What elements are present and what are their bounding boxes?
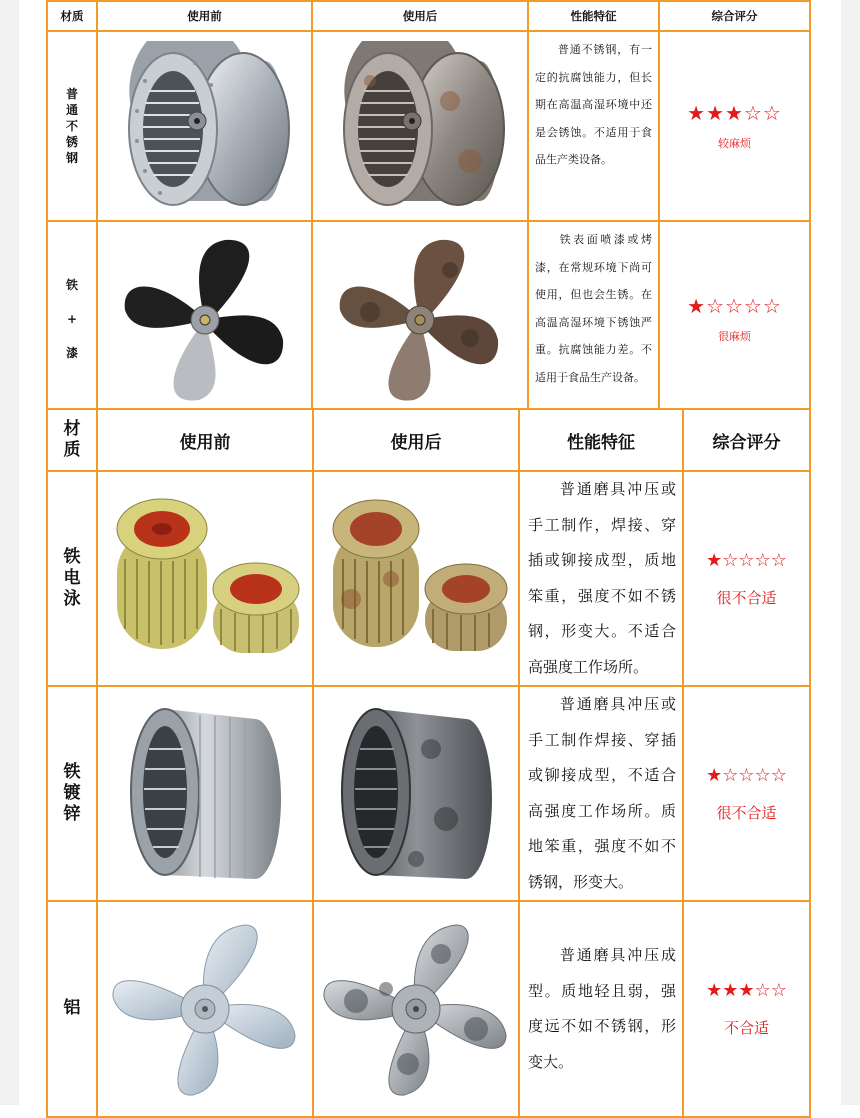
after-image-cell: [312, 221, 528, 417]
header-rating: 综合评分: [683, 409, 810, 471]
header-features: 性能特征: [528, 1, 659, 31]
before-image-cell: [97, 471, 313, 686]
material-char: 普: [65, 86, 78, 101]
rating-verdict: 较麻烦: [718, 137, 751, 150]
electrophoresis-wheels-new-image: [105, 489, 305, 669]
aluminum-fan-new-image: [105, 914, 305, 1104]
after-image-cell: [313, 686, 519, 901]
header-before-use: 使用前: [97, 409, 313, 471]
material-char: 锌: [63, 804, 81, 825]
header-material: [47, 409, 97, 471]
table-row: [47, 31, 810, 221]
rating-cell: [659, 221, 810, 417]
material-cell: [47, 901, 97, 1117]
material-char: 铁: [63, 761, 81, 782]
star-rating: ★☆☆☆☆: [706, 764, 787, 786]
rating-cell: [683, 471, 810, 686]
material-char: 通: [65, 102, 78, 117]
material-char: 泳: [63, 589, 81, 610]
table-row: [47, 901, 810, 1117]
rating-verdict: 不合适: [723, 1019, 769, 1037]
material-char: 铝: [63, 998, 81, 1019]
material-cell: [47, 471, 97, 686]
material-cell: [47, 686, 97, 901]
rating-verdict: 很麻烦: [718, 330, 751, 343]
comparison-table-1: [46, 0, 811, 418]
table-row: [47, 686, 810, 901]
features-text: 普通不锈钢，有一定的抗腐蚀能力，但长期在高温高湿环境中还是会锈蚀。不适用于食品生产类设备。: [535, 43, 652, 166]
features-text: 普通磨具冲压或手工制作，焊接、穿插或铆接成型，质地笨重，强度不如不锈钢，形变大。不适合高强度工作场所。: [528, 480, 676, 676]
before-image-cell: [97, 221, 312, 417]
after-image-cell: [313, 901, 519, 1117]
features-cell: [519, 471, 683, 686]
material-char: 铁: [65, 277, 78, 292]
star-rating: ★★★☆☆: [706, 980, 787, 1001]
star-rating: ★☆☆☆☆: [706, 549, 787, 571]
rating-cell: [683, 901, 810, 1117]
features-cell: [519, 686, 683, 901]
material-char: 钢: [65, 151, 78, 166]
material-cell: [47, 31, 97, 221]
aluminum-fan-used-image: [321, 914, 511, 1104]
header-material: 材质: [47, 1, 97, 31]
after-image-cell: [313, 471, 519, 686]
table-header-row: [47, 409, 810, 471]
header-rating: 综合评分: [659, 1, 810, 31]
features-text: 普通磨具冲压或手工制作焊接、穿插或铆接成型，不适合高强度工作场所。质地笨重，强度不如不锈钢，形变大。: [528, 695, 676, 891]
rating-cell: [683, 686, 810, 901]
header-before-use: 使用前: [97, 1, 312, 31]
material-char: +: [66, 311, 78, 326]
rating-cell: [659, 31, 810, 221]
stainless-wheel-new-image: [115, 41, 295, 211]
table-row: [47, 221, 810, 417]
right-margin-strip: [841, 0, 860, 1105]
rating-verdict: 很不合适: [716, 588, 777, 607]
painted-fan-used-image: [330, 232, 510, 407]
galvanized-wheel-new-image: [125, 699, 285, 889]
star-rating: ★★★☆☆: [687, 101, 782, 125]
header-after-use: 使用后: [313, 409, 519, 471]
features-text: 普通磨具冲压成型。质地轻且弱，强度远不如不锈钢，形变大。: [528, 946, 676, 1071]
features-cell: [528, 221, 659, 417]
before-image-cell: [97, 31, 312, 221]
material-char: 镀: [63, 782, 81, 803]
left-margin-strip: [0, 0, 19, 1105]
before-image-cell: [97, 686, 313, 901]
header-features: 性能特征: [519, 409, 683, 471]
features-cell: [528, 31, 659, 221]
material-char: 电: [63, 567, 81, 588]
features-cell: [519, 901, 683, 1117]
rating-verdict: 很不合适: [716, 803, 777, 822]
stainless-wheel-used-image: [330, 41, 510, 211]
header-after-use: 使用后: [312, 1, 528, 31]
material-char: 锈: [65, 135, 78, 150]
painted-fan-new-image: [115, 232, 295, 407]
star-rating: ★☆☆☆☆: [687, 294, 782, 318]
electrophoresis-wheels-used-image: [321, 489, 511, 669]
header-material-label: 材质: [63, 418, 81, 460]
material-char: 铁: [63, 546, 81, 567]
material-cell: [47, 221, 97, 417]
features-text: 铁表面喷漆或烤漆，在常规环境下尚可使用，但也会生锈。在高温高湿环境下锈蚀严重。抗腐蚀能力差。不适用于食品生产设备。: [535, 233, 652, 384]
before-image-cell: [97, 901, 313, 1117]
comparison-table-2: [46, 408, 811, 1118]
table-row: [47, 471, 810, 686]
after-image-cell: [312, 31, 528, 221]
material-char: 漆: [65, 346, 78, 361]
table-header-row: [47, 1, 810, 31]
material-char: 不: [65, 118, 78, 133]
galvanized-wheel-used-image: [336, 699, 496, 889]
